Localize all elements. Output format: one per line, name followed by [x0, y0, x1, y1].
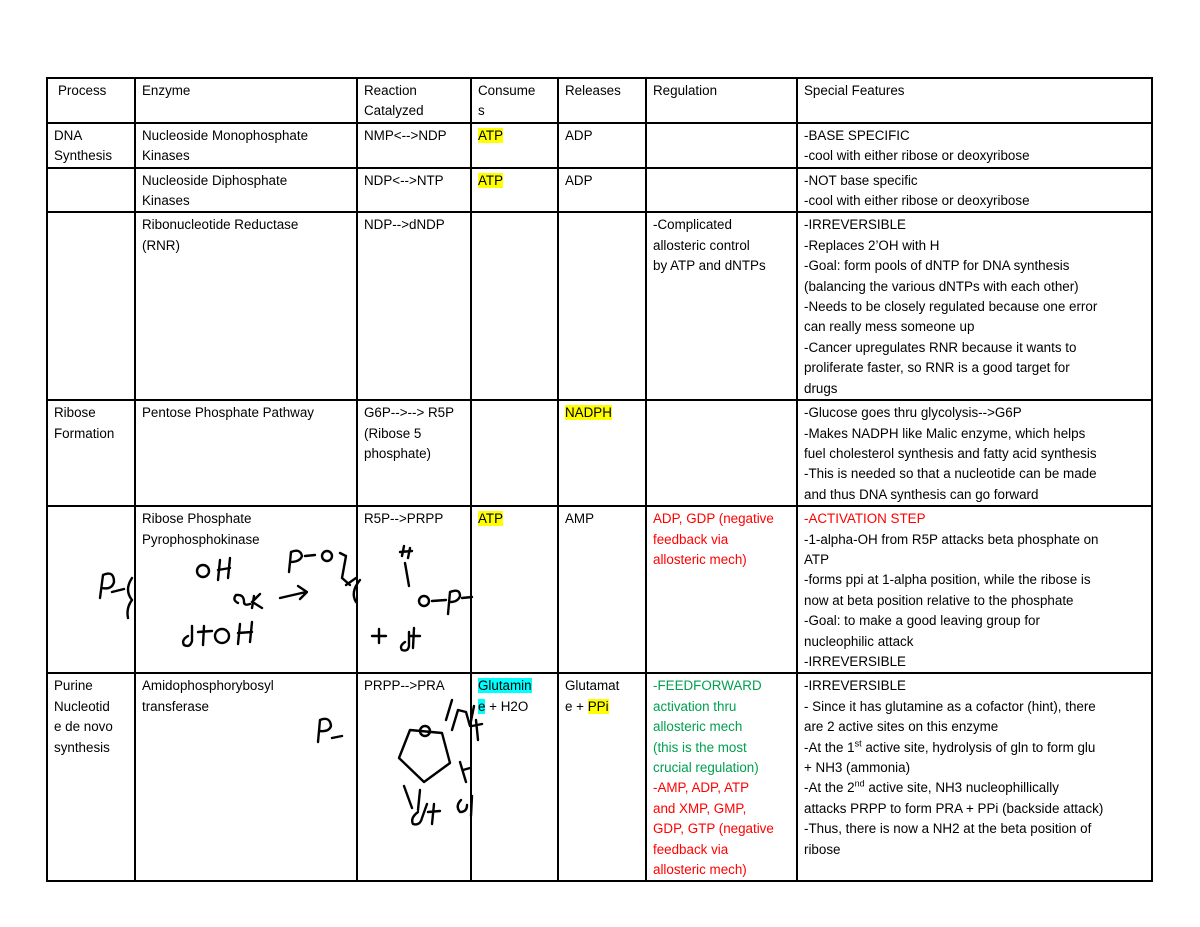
- releases-cell: [558, 212, 646, 400]
- reaction-cell: NMP<-->NDP: [357, 123, 471, 168]
- reaction-cell: NDP-->dNDP: [357, 212, 471, 400]
- header-enzyme: Enzyme: [135, 78, 357, 123]
- releases-cell: AMP: [558, 506, 646, 673]
- table-row: [47, 168, 1152, 213]
- consumes-cell: ATP: [471, 506, 558, 673]
- consumes-cell: [471, 212, 558, 400]
- features-cell: -BASE SPECIFIC -cool with either ribose or deoxyribose: [797, 123, 1152, 168]
- table-row: [47, 123, 1152, 168]
- process-cell: Ribose Formation: [47, 400, 135, 506]
- header-releases: Releases: [558, 78, 646, 123]
- releases-cell: ADP: [558, 123, 646, 168]
- table-row: [47, 673, 1152, 881]
- header-process: Process: [47, 78, 135, 123]
- reaction-cell: G6P-->--> R5P (Ribose 5 phosphate): [357, 400, 471, 506]
- consumes-cell: ATP: [471, 168, 558, 213]
- enzyme-cell: Amidophosphorybosyl transferase: [135, 673, 357, 881]
- process-cell: [47, 506, 135, 673]
- reaction-cell: R5P-->PRPP: [357, 506, 471, 673]
- regulation-cell: -FEEDFORWARD activation thru allosteric mech (this is the most crucial regulation) -AMP, ADP, ATP and XMP, GMP, GDP, GTP (negative feedback via allosteric mech): [646, 673, 797, 881]
- reaction-cell: NDP<-->NTP: [357, 168, 471, 213]
- process-cell: [47, 212, 135, 400]
- reaction-cell: PRPP-->PRA: [357, 673, 471, 881]
- releases-cell: Glutamat e + PPi: [558, 673, 646, 881]
- features-cell: -IRREVERSIBLE - Since it has glutamine as a cofactor (hint), there are 2 active sites on this enzyme -At the 1st active site, hydrolysis of gln to form glu + NH3 (ammonia) -At the 2nd active site, NH3 nucleophillically attacks PRPP to form PRA + PPi (backside attack) -Thus, there is now a NH2 at the beta position of ribose: [797, 673, 1152, 881]
- enzyme-cell: Ribonucleotide Reductase (RNR): [135, 212, 357, 400]
- consumes-cell: [471, 400, 558, 506]
- table-row: [47, 400, 1152, 506]
- features-cell: -NOT base specific -cool with either ribose or deoxyribose: [797, 168, 1152, 213]
- nucleotide-metabolism-table: [46, 77, 1153, 882]
- table-row: [47, 506, 1152, 673]
- process-cell: [47, 168, 135, 213]
- consumes-cell: Glutamin e + H2O: [471, 673, 558, 881]
- header-row: [47, 78, 1152, 123]
- releases-cell: ADP: [558, 168, 646, 213]
- features-cell: -ACTIVATION STEP -1-alpha-OH from R5P attacks beta phosphate on ATP -forms ppi at 1-alpha position, while the ribose is now at beta position relative to the phosphate -Goal: to make a good leaving group for nucleophilic attack -IRREVERSIBLE: [797, 506, 1152, 673]
- process-cell: DNA Synthesis: [47, 123, 135, 168]
- regulation-cell: [646, 400, 797, 506]
- regulation-cell: [646, 168, 797, 213]
- process-cell: Purine Nucleotid e de novo synthesis: [47, 673, 135, 881]
- header-features: Special Features: [797, 78, 1152, 123]
- header-regulation: Regulation: [646, 78, 797, 123]
- table-row: [47, 212, 1152, 400]
- enzyme-cell: Pentose Phosphate Pathway: [135, 400, 357, 506]
- header-reaction: Reaction Catalyzed: [357, 78, 471, 123]
- regulation-cell: ADP, GDP (negative feedback via allosteric mech): [646, 506, 797, 673]
- regulation-cell: [646, 123, 797, 168]
- regulation-cell: -Complicated allosteric control by ATP and dNTPs: [646, 212, 797, 400]
- enzyme-cell: Nucleoside Diphosphate Kinases: [135, 168, 357, 213]
- enzyme-cell: Ribose Phosphate Pyrophosphokinase: [135, 506, 357, 673]
- header-consumes: Consume s: [471, 78, 558, 123]
- releases-cell: NADPH: [558, 400, 646, 506]
- features-cell: -IRREVERSIBLE -Replaces 2’OH with H -Goal: form pools of dNTP for DNA synthesis (balancing the various dNTPs with each other) -Needs to be closely regulated because one error can really mess someone up -Cancer upregulates RNR because it wants to proliferate faster, so RNR is a good target for drugs: [797, 212, 1152, 400]
- features-cell: -Glucose goes thru glycolysis-->G6P -Makes NADPH like Malic enzyme, which helps fuel cholesterol synthesis and fatty acid synthesis -This is needed so that a nucleotide can be made and thus DNA synthesis can go forward: [797, 400, 1152, 506]
- enzyme-cell: Nucleoside Monophosphate Kinases: [135, 123, 357, 168]
- consumes-cell: ATP: [471, 123, 558, 168]
